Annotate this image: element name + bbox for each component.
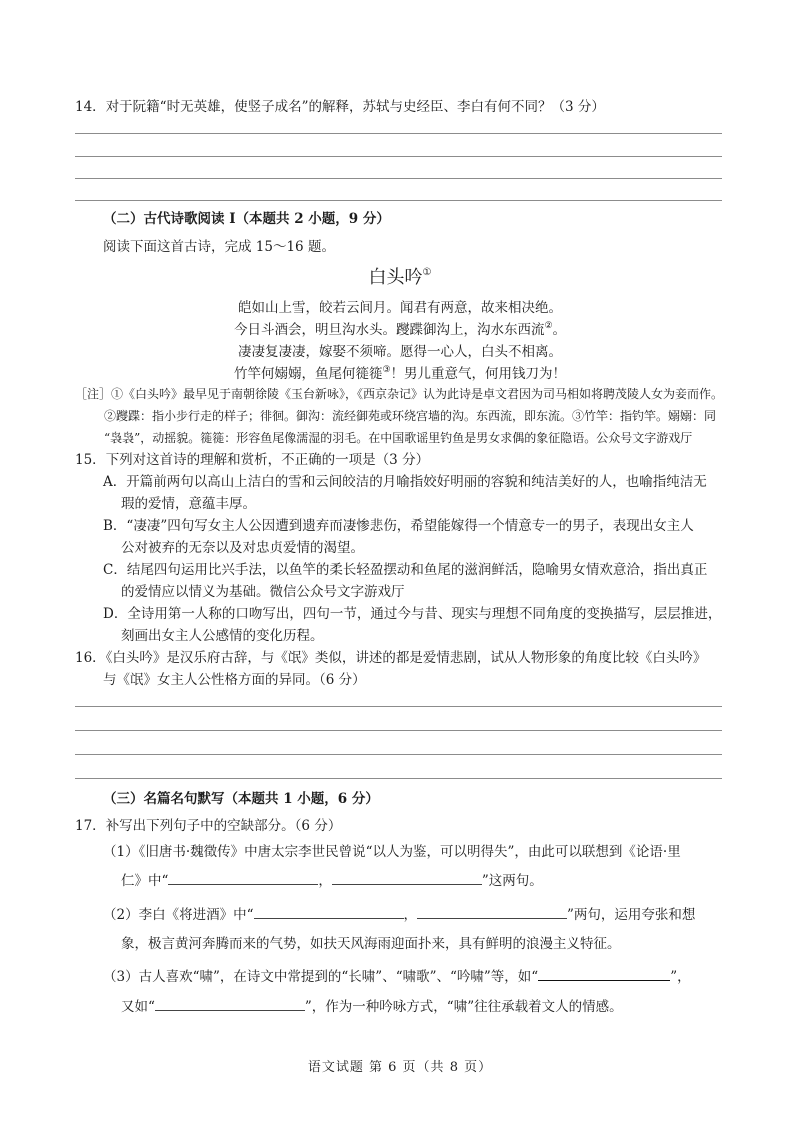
blank-field bbox=[332, 871, 482, 885]
q17-item-2-continuation: 象，极言黄河奔腾而来的气势，如扶天风海雨迎面扑来，具有鲜明的浪漫主义特征。 bbox=[121, 936, 621, 952]
poem-line bbox=[0, 298, 800, 318]
item-text: （3）古人喜欢“啸”，在诗文中常提到的“长啸”、“啸歌”、“吟啸”等，如“ bbox=[103, 969, 539, 985]
poem-line-text: 。 bbox=[552, 322, 567, 338]
poem-line bbox=[0, 364, 800, 384]
option-label: D． bbox=[103, 606, 128, 622]
q16-number: 16． bbox=[75, 650, 106, 666]
q14-number: 14． bbox=[75, 99, 106, 115]
q16-answer-line bbox=[75, 706, 722, 707]
q17-number: 17． bbox=[75, 818, 106, 834]
item-text: 仁》中“ bbox=[121, 873, 169, 889]
option-c-continuation: 的爱情应以情义为基础。微信公众号文字游戏厅 bbox=[121, 584, 405, 600]
blank-field bbox=[417, 905, 567, 919]
q14-answer-line bbox=[75, 133, 722, 134]
option-text: 全诗用第一人称的口吻写出，四句一节，通过今与昔、现实与理想不同角度的变换描写，层层推进， bbox=[127, 606, 722, 622]
q17-item-1-continuation bbox=[121, 871, 543, 891]
item-text: ， bbox=[318, 873, 332, 889]
poem-title bbox=[0, 266, 800, 290]
q17-question bbox=[75, 816, 341, 836]
q16-answer-line bbox=[75, 730, 722, 731]
blank-field bbox=[155, 997, 305, 1011]
q17-item-1: （1）《旧唐书·魏徵传》中唐太宗李世民曾说“以人为鉴，可以明得失”，由此可以联想到《论语·里 bbox=[103, 844, 681, 860]
option-d-continuation: 刻画出女主人公感情的变化历程。 bbox=[121, 628, 324, 644]
page-footer: 语文试题 第 6 页（共 8 页） bbox=[307, 1060, 493, 1075]
section-2-heading: （二）古代诗歌阅读 I（本题共 2 小题，9 分） bbox=[103, 211, 390, 227]
option-text: 结尾四句运用比兴手法，以鱼竿的柔长轻盈摆动和鱼尾的滋润鲜活，隐喻男女情欢意洽，指出真正 bbox=[126, 562, 708, 578]
notes-label: ［注］ bbox=[75, 387, 112, 401]
option-b-continuation: 公对被弃的无奈以及对忠贞爱情的渴望。 bbox=[121, 540, 364, 556]
q17-stem: 补写出下列句子中的空缺部分。（6 分） bbox=[105, 818, 342, 834]
option-label: C． bbox=[103, 562, 127, 578]
q14-text: 对于阮籍“时无英雄，使竖子成名”的解释，苏轼与史经臣、李白有何不同？（3 分） bbox=[105, 99, 605, 115]
q17-item-2 bbox=[103, 905, 695, 925]
option-c bbox=[103, 560, 707, 580]
poem-note-mark: ② bbox=[544, 321, 553, 331]
poem-line-text: ！男儿重意气，何用钱刀为！ bbox=[390, 366, 567, 382]
blank-field bbox=[254, 905, 404, 919]
option-text: “凄凄”四句写女主人公因遭到遗弃而凄惨悲伤，希望能嫁得一个情意专一的男子，表现出女主人 bbox=[126, 518, 694, 534]
q17-item-3 bbox=[103, 967, 691, 987]
q15-number: 15． bbox=[75, 452, 106, 468]
q16-answer-line bbox=[75, 754, 722, 755]
item-text: ”这两句。 bbox=[481, 873, 543, 889]
blank-field bbox=[168, 871, 318, 885]
q16-continuation: 与《氓》女主人公性格方面的异同。（6 分） bbox=[103, 672, 366, 688]
note-text: ①《白头吟》最早见于南朝徐陵《玉台新咏》，《西京杂记》认为此诗是卓文君因为司马相如将聘茂陵人女为妾而作。 bbox=[111, 387, 724, 401]
q16-text: 《白头吟》是汉乐府古辞，与《氓》类似，讲述的都是爱情悲剧，试从人物形象的角度比较《白头吟》 bbox=[105, 650, 707, 666]
poem-title-text: 白头吟 bbox=[368, 267, 423, 288]
poem-line-text: 皑如山上雪，皎若云间月。闻君有两意，故来相决绝。 bbox=[238, 300, 562, 316]
section-3-heading: （三）名篇名句默写（本题共 1 小题，6 分） bbox=[103, 791, 379, 807]
option-a bbox=[103, 472, 707, 492]
q14-question bbox=[75, 97, 605, 117]
q16-question bbox=[75, 648, 706, 668]
note-line: “袅袅”，动摇貌。簁簁：形容鱼尾像濡湿的羽毛。在中国歌谣里钓鱼是男女求偶的象征隐语。公众号文字游戏厅 bbox=[104, 431, 693, 445]
poem-line bbox=[0, 342, 800, 362]
option-b bbox=[103, 516, 694, 536]
poem-reading-instruction: 阅读下面这首古诗，完成 15～16 题。 bbox=[103, 239, 335, 255]
poem-line-text: 凄凄复凄凄，嫁娶不须啼。愿得一心人，白头不相离。 bbox=[238, 344, 562, 360]
item-text: 又如“ bbox=[121, 999, 155, 1015]
option-label: B． bbox=[103, 518, 127, 534]
note-line bbox=[75, 385, 723, 403]
poem-title-note-mark: ① bbox=[422, 267, 432, 278]
q15-question bbox=[75, 450, 429, 470]
item-text: ， bbox=[403, 907, 417, 923]
q14-answer-line bbox=[75, 156, 722, 157]
option-text: 开篇前两句以高山上洁白的雪和云间皎洁的月喻指姣好明丽的容貌和纯洁美好的人，也喻指纯洁无 bbox=[126, 474, 707, 490]
poem-line bbox=[0, 320, 800, 340]
item-text: ”两句，运用夸张和想 bbox=[567, 907, 696, 923]
q14-answer-line bbox=[75, 200, 722, 201]
note-line: ②躞蹀：指小步行走的样子；徘徊。御沟：流经御苑或环绕宫墙的沟。东西流，即东流。③竹竿：指钓竿。嫋嫋：同 bbox=[104, 409, 717, 423]
poem-note-mark: ③ bbox=[382, 365, 391, 375]
poem-line-text: 竹竿何嫋嫋，鱼尾何簁簁 bbox=[233, 366, 383, 382]
q15-stem: 下列对这首诗的理解和赏析，不正确的一项是（3 分） bbox=[105, 452, 430, 468]
q17-item-3-continuation bbox=[121, 997, 623, 1017]
option-d bbox=[103, 604, 721, 624]
q16-answer-line bbox=[75, 778, 722, 779]
item-text: ”， bbox=[670, 969, 691, 985]
option-label: A． bbox=[103, 474, 127, 490]
blank-field bbox=[538, 967, 670, 981]
option-a-continuation: 瑕的爱情，意蕴丰厚。 bbox=[121, 496, 256, 512]
poem-line-text: 今日斗酒会，明旦沟水头。躞蹀御沟上，沟水东西流 bbox=[233, 322, 545, 338]
item-text: ”，作为一种吟咏方式，“啸”往往承载着文人的情感。 bbox=[304, 999, 623, 1015]
q14-answer-line bbox=[75, 178, 722, 179]
item-text: （2）李白《将进酒》中“ bbox=[103, 907, 254, 923]
